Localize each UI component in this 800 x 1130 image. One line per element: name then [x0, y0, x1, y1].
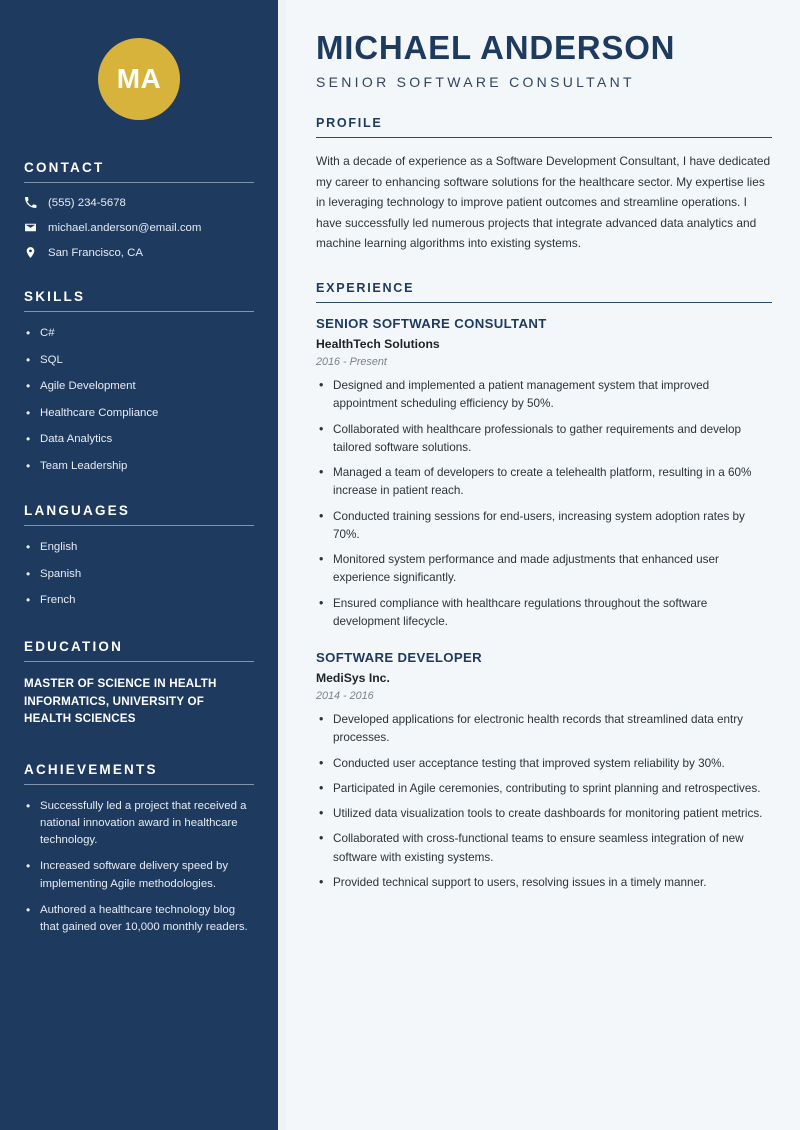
list-item: • Successfully led a project that received a national innovation award in healthcare technology. — [24, 798, 254, 849]
achievements-heading: ACHIEVEMENTS — [24, 761, 158, 777]
achievements-section — [24, 762, 254, 937]
profile-text: With a decade of experience as a Software Development Consultant, I have dedicated my career to enhancing software solutions for the healthcare sector. My expertise lies in leveraging technology to improve patient outcomes and streamline operations. I have successfully led numerous projects that integrate advanced data analytics and machine learning algorithms into existing systems. — [316, 154, 771, 251]
achievements-divider — [24, 784, 254, 785]
job-bullet-list — [316, 711, 772, 892]
list-item: • Agile Development — [24, 378, 254, 395]
skills-section — [24, 289, 254, 475]
list-item: • Monitored system performance and made adjustments that enhanced user experience significantly. — [316, 551, 772, 588]
list-item: • Utilized data visualization tools to create dashboards for monitoring patient metrics. — [316, 805, 772, 823]
skills-list — [24, 325, 254, 475]
map-pin-icon — [24, 246, 37, 259]
skills-divider — [24, 311, 254, 312]
education-divider — [24, 661, 254, 662]
experience-heading: EXPERIENCE — [316, 280, 415, 295]
phone-icon — [24, 196, 37, 209]
achievements-list — [24, 798, 254, 937]
job-company: MediSys Inc. — [316, 671, 390, 686]
list-item: • Data Analytics — [24, 431, 254, 448]
list-item: • Spanish — [24, 566, 254, 583]
experience-section — [316, 281, 772, 892]
experience-divider — [316, 302, 772, 303]
list-item: • English — [24, 539, 254, 556]
sidebar-main-divider — [278, 0, 286, 1130]
contact-heading: CONTACT — [24, 160, 105, 175]
profile-heading: PROFILE — [316, 115, 383, 130]
education-entry: MASTER OF SCIENCE IN HEALTH INFORMATICS, UNIVERSITY OF HEALTH SCIENCES — [24, 677, 217, 726]
education-section — [24, 639, 254, 727]
job-company: HealthTech Solutions — [316, 337, 440, 352]
job-role: SOFTWARE DEVELOPER — [316, 650, 483, 666]
list-item: • Conducted training sessions for end-users, increasing system adoption rates by 70%. — [316, 508, 772, 545]
list-item: • Authored a healthcare technology blog that gained over 10,000 monthly readers. — [24, 902, 254, 936]
contact-location-row[interactable] — [24, 246, 254, 259]
languages-heading: LANGUAGES — [24, 503, 131, 519]
contact-phone-value: (555) 234-5678 — [48, 196, 126, 209]
experience-entry — [316, 650, 772, 892]
experience-entry — [316, 316, 772, 631]
list-item: • C# — [24, 325, 254, 342]
page-title: MICHAEL ANDERSON — [316, 29, 676, 66]
contact-email-value: michael.anderson@email.com — [48, 221, 202, 234]
contact-email-row[interactable] — [24, 221, 254, 234]
envelope-icon — [24, 221, 37, 234]
avatar: MA — [98, 38, 180, 120]
avatar-block — [24, 0, 254, 160]
main-content — [286, 0, 800, 1130]
list-item: • French — [24, 592, 254, 609]
list-item: • Managed a team of developers to create a telehealth platform, resulting in a 60% increase in patient reach. — [316, 464, 772, 501]
profile-section — [316, 116, 772, 254]
job-title-subtitle: SENIOR SOFTWARE CONSULTANT — [316, 73, 635, 90]
languages-divider — [24, 525, 254, 526]
list-item: • Increased software delivery speed by implementing Agile methodologies. — [24, 858, 254, 892]
list-item: • Collaborated with healthcare professionals to gather requirements and develop tailored software solutions. — [316, 421, 772, 458]
list-item: • Healthcare Compliance — [24, 405, 254, 422]
contact-divider — [24, 182, 254, 183]
job-dates: 2016 - Present — [316, 356, 387, 369]
profile-divider — [316, 137, 772, 138]
list-item: • SQL — [24, 352, 254, 369]
languages-section — [24, 503, 254, 609]
list-item: • Participated in Agile ceremonies, contributing to sprint planning and retrospectives. — [316, 780, 772, 798]
job-dates: 2014 - 2016 — [316, 690, 374, 703]
contact-location-value: San Francisco, CA — [48, 246, 143, 259]
list-item: • Provided technical support to users, resolving issues in a timely manner. — [316, 874, 772, 892]
list-item: • Team Leadership — [24, 458, 254, 475]
job-bullet-list — [316, 377, 772, 631]
list-item: • Conducted user acceptance testing that improved system reliability by 30%. — [316, 755, 772, 773]
skills-heading: SKILLS — [24, 289, 86, 304]
list-item: • Collaborated with cross-functional teams to ensure seamless integration of new software with existing systems. — [316, 830, 772, 867]
list-item: • Developed applications for electronic health records that streamlined data entry processes. — [316, 711, 772, 748]
education-heading: EDUCATION — [24, 639, 124, 655]
contact-phone-row[interactable] — [24, 196, 254, 209]
sidebar — [0, 0, 278, 1130]
languages-list — [24, 539, 254, 609]
job-role: SENIOR SOFTWARE CONSULTANT — [316, 316, 547, 332]
list-item: • Designed and implemented a patient management system that improved appointment scheduling efficiency by 50%. — [316, 377, 772, 414]
contact-section — [24, 160, 254, 259]
list-item: • Ensured compliance with healthcare regulations throughout the software development lifecycle. — [316, 595, 772, 632]
